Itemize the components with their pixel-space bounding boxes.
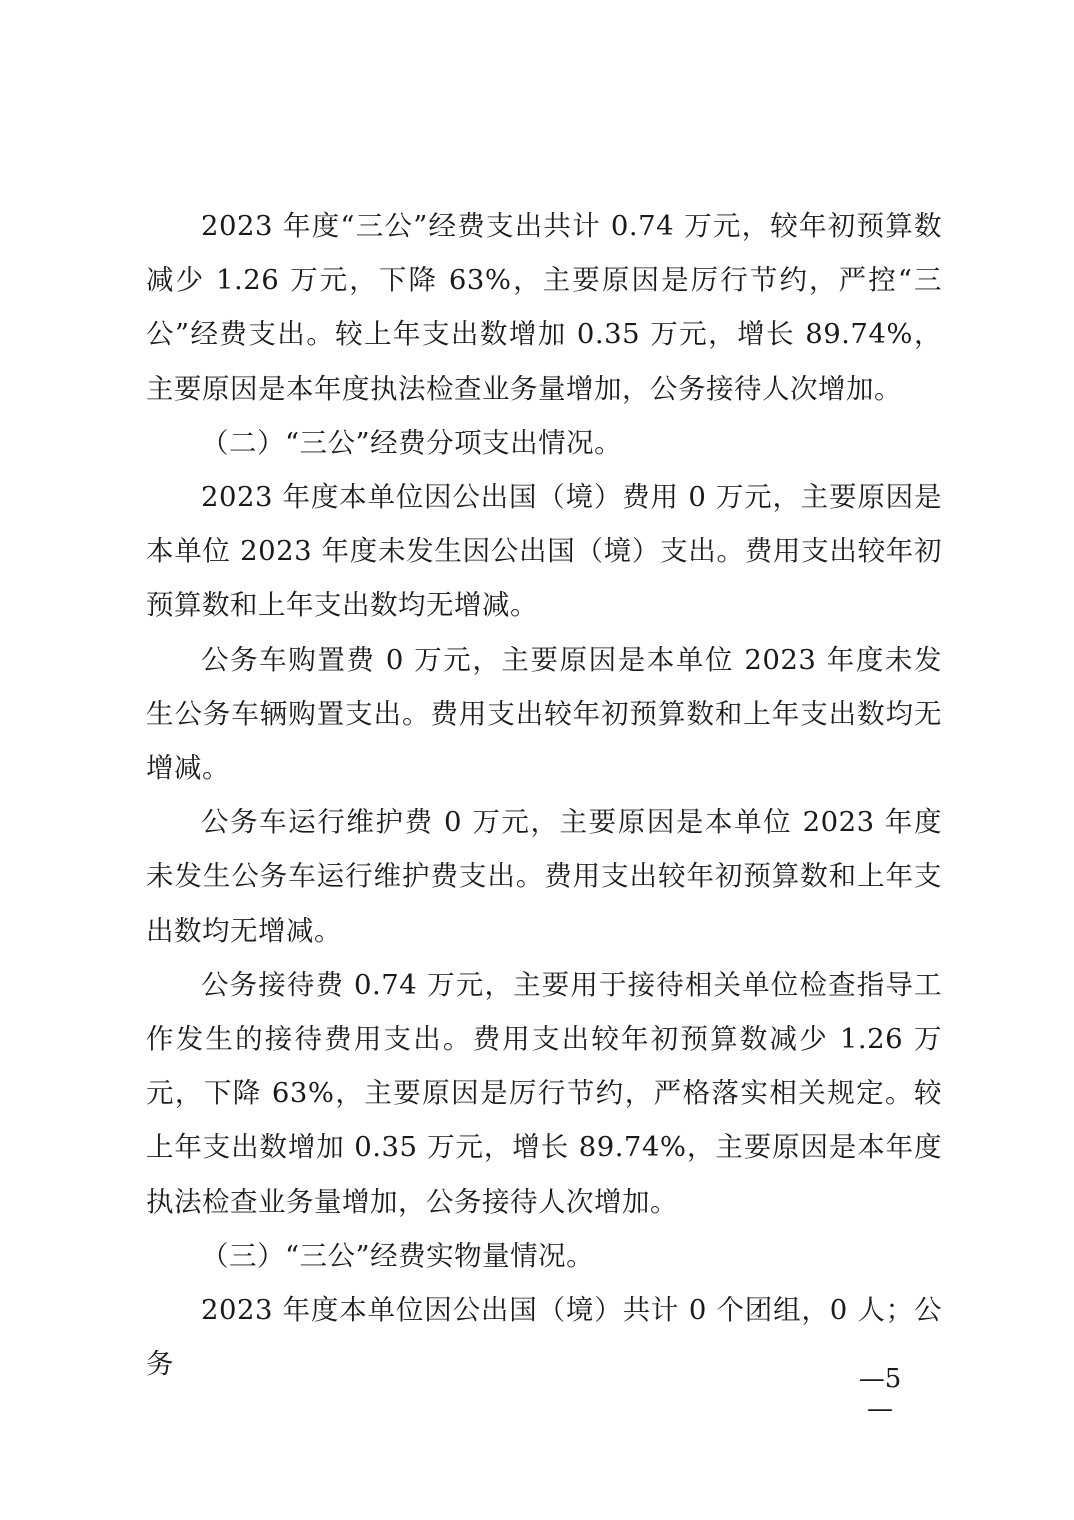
paragraph-overseas-groups: 2023 年度本单位因公出国（境）共计 0 个团组，0 人；公务 bbox=[146, 1294, 942, 1381]
paragraph-official-reception: 公务接待费 0.74 万元，主要用于接待相关单位检查指导工作发生的接待费用支出。费用支出较年初预算数减少 1.26 万元，下降 63%，主要原因是厉行节约，严格落实相关规定。较上年支出数增加 0.35 万元，增长 89.74%，主要原因是本年度执法检查业务量增加，公务接待人次增加。 bbox=[146, 968, 942, 1218]
paragraph-vehicle-purchase: 公务车购置费 0 万元，主要原因是本单位 2023 年度未发生公务车辆购置支出。费用支出较年初预算数和上年支出数均无增减。 bbox=[146, 643, 942, 785]
document-body bbox=[146, 199, 942, 1391]
paragraph-overseas-travel: 2023 年度本单位因公出国（境）费用 0 万元，主要原因是本单位 2023 年度未发生因公出国（境）支出。费用支出较年初预算数和上年支出数均无增减。 bbox=[146, 481, 942, 622]
paragraph-total-expenditure: 2023 年度“三公”经费支出共计 0.74 万元，较年初预算数减少 1.26 万元，下降 63%，主要原因是厉行节约，严控“三公”经费支出。较上年支出数增加 0.35 万元，增长 89.74%，主要原因是本年度执法检查业务量增加，公务接待人次增加。 bbox=[146, 210, 942, 405]
paragraph-vehicle-maintenance: 公务车运行维护费 0 万元，主要原因是本单位 2023 年度未发生公务车运行维护费支出。费用支出较年初预算数和上年支出数均无增减。 bbox=[146, 806, 942, 947]
section-heading-itemized: （二）“三公”经费分项支出情况。 bbox=[201, 426, 623, 459]
section-heading-physical-quantity: （三）“三公”经费实物量情况。 bbox=[201, 1239, 595, 1272]
page-number: —5— bbox=[858, 1364, 902, 1424]
